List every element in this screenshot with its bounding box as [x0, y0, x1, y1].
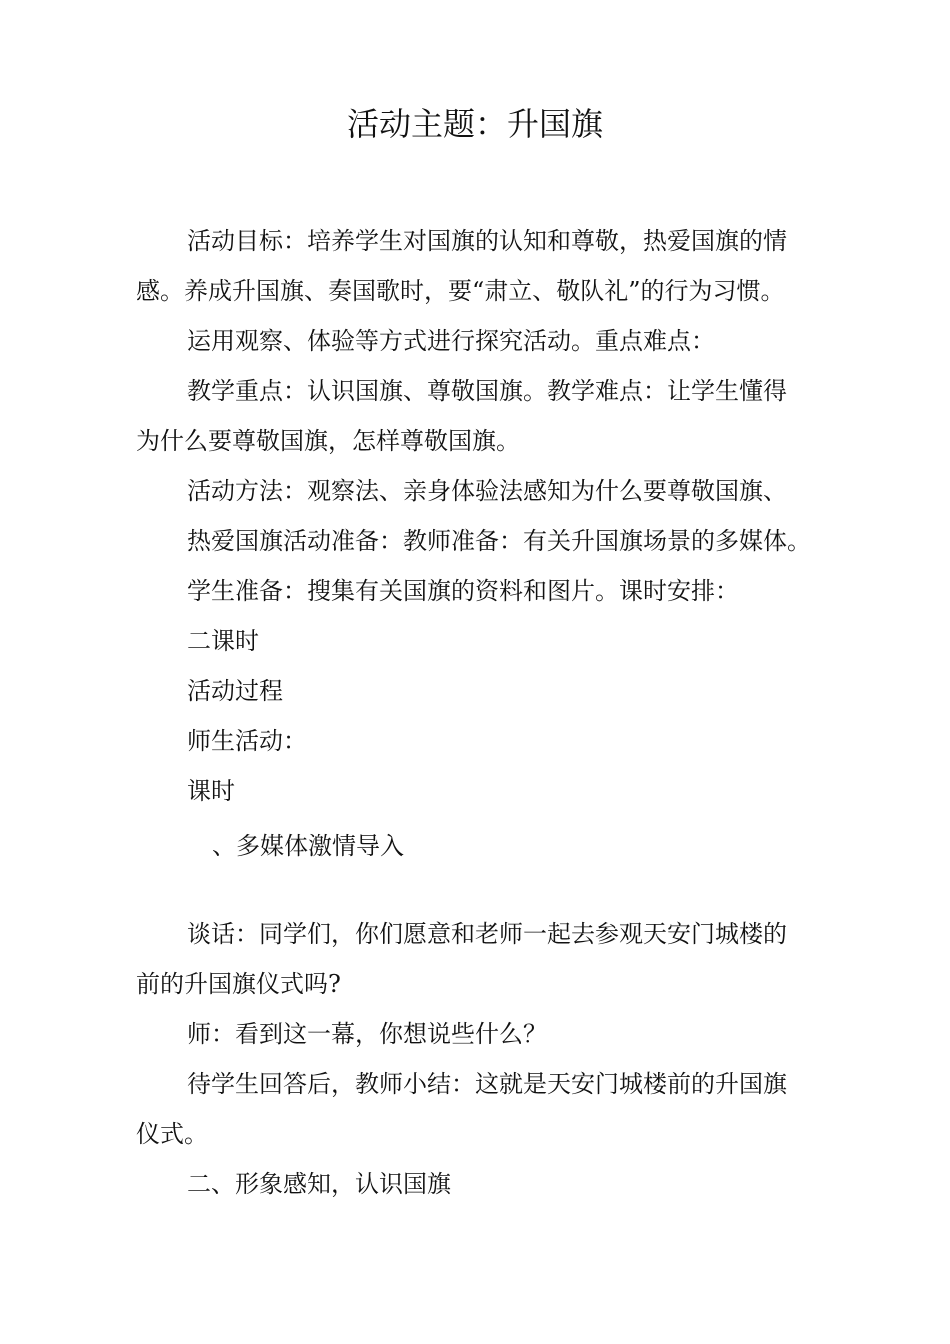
paragraph-line: 活动过程	[187, 677, 283, 705]
paragraph-line: 教学重点：认识国旗、尊敬国旗。教学难点：让学生懂得	[187, 377, 787, 405]
paragraph-line: 师：看到这一幕，你想说些什么？	[187, 1020, 547, 1048]
paragraph-line: 活动方法：观察法、亲身体验法感知为什么要尊敬国旗、	[187, 477, 787, 505]
paragraph-line: 为什么要尊敬国旗，怎样尊敬国旗。	[136, 427, 520, 455]
paragraph-line: 二课时	[187, 627, 259, 655]
paragraph-line: 课时	[187, 777, 235, 805]
paragraph-line: 师生活动：	[187, 727, 307, 755]
section-heading: 二、形象感知，认识国旗	[187, 1170, 451, 1198]
paragraph-line: 待学生回答后，教师小结：这就是天安门城楼前的升国旗	[187, 1070, 787, 1098]
section-heading: 、多媒体激情导入	[212, 832, 404, 860]
paragraph-line: 谈话：同学们，你们愿意和老师一起去参观天安门城楼的	[187, 920, 787, 948]
paragraph-line: 感。养成升国旗、奏国歌时，要“肃立、敬队礼”的行为习惯。	[136, 277, 785, 305]
paragraph-line: 前的升国旗仪式吗?	[136, 970, 341, 998]
paragraph-line: 运用观察、体验等方式进行探究活动。重点难点：	[187, 327, 715, 355]
page-title: 活动主题：升国旗	[346, 105, 603, 143]
paragraph-line: 仪式。	[136, 1120, 208, 1148]
paragraph-line: 活动目标：培养学生对国旗的认知和尊敬，热爱国旗的情	[187, 227, 787, 255]
paragraph-line: 热爱国旗活动准备：教师准备：有关升国旗场景的多媒体。	[187, 527, 811, 555]
paragraph-line: 学生准备：搜集有关国旗的资料和图片。课时安排：	[187, 577, 739, 605]
